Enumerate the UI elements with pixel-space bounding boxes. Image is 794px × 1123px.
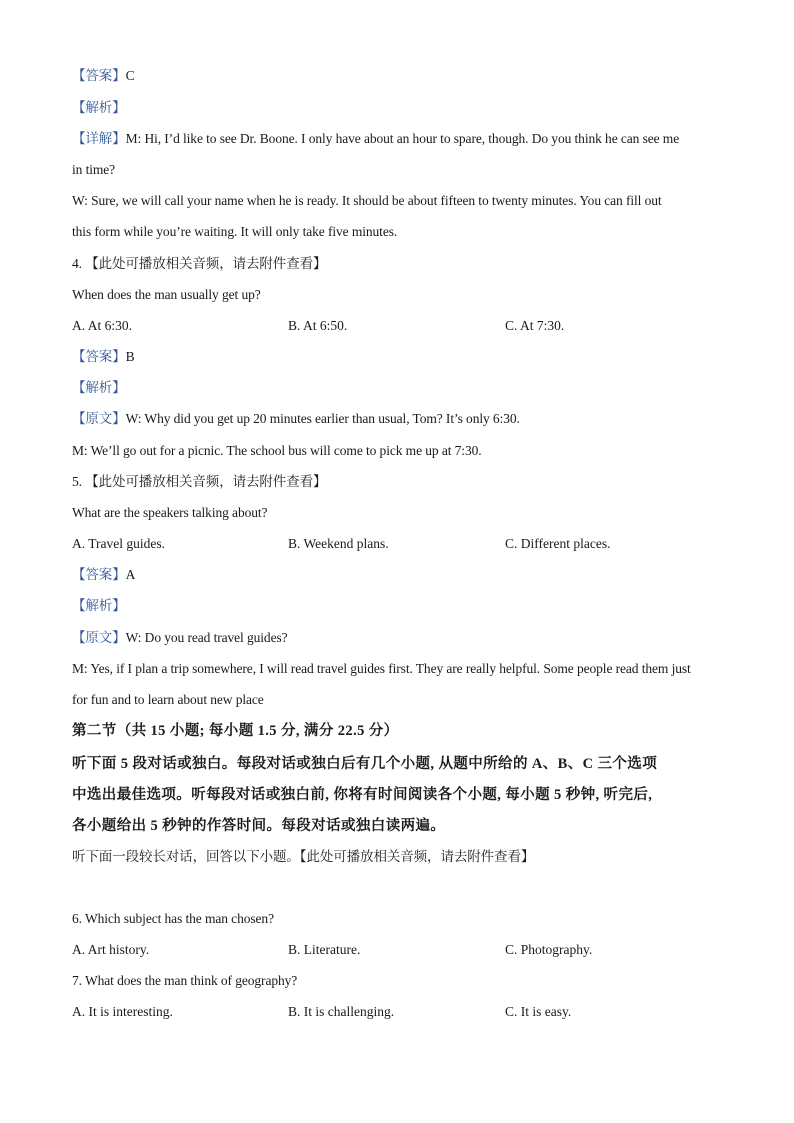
- analysis-tag: 【解析】: [72, 380, 126, 395]
- transcript-line: W: Sure, we will call your name when he is ready. It should be about fifteen to twenty minutes. You can fill out: [72, 193, 662, 208]
- option-c: C. It is easy.: [505, 1004, 572, 1019]
- section-instructions: 中选出最佳选项。听每段对话或独白前, 你将有时间阅读各个小题, 每小题 5 秒钟, 听完后,: [72, 787, 653, 803]
- transcript-line: this form while you’re waiting. It will only take five minutes.: [72, 224, 398, 239]
- transcript-line: [72, 629, 288, 647]
- answer-value: B: [125, 349, 135, 364]
- answer-tag: 【答案】: [72, 349, 126, 364]
- analysis-line: [72, 99, 126, 117]
- option-b: B. Weekend plans.: [288, 536, 389, 551]
- answer-value: A: [125, 567, 136, 582]
- option-c: C. Different places.: [505, 536, 611, 551]
- section-title: 第二节（共 15 小题; 每小题 1.5 分, 满分 22.5 分）: [72, 723, 399, 739]
- detail-tag: 【详解】: [72, 131, 126, 146]
- analysis-tag: 【解析】: [72, 100, 126, 115]
- option-c: C. Photography.: [505, 942, 593, 957]
- answer-tag: 【答案】: [72, 567, 126, 582]
- option-a: A. It is interesting.: [72, 1004, 173, 1019]
- transcript-line: M: Yes, if I plan a trip somewhere, I will read travel guides first. They are really helpful. Some people read them just: [72, 661, 691, 676]
- option-b: B. It is challenging.: [288, 1004, 395, 1019]
- transcript-line: for fun and to learn about new place: [72, 692, 264, 707]
- original-tag: 【原文】: [72, 411, 126, 426]
- transcript-text: M: Hi, I’d like to see Dr. Boone. I only have about an hour to spare, though. Do you think he can see me: [125, 131, 680, 146]
- question-header: 4. 【此处可播放相关音频，请去附件查看】: [72, 256, 327, 271]
- option-a: A. Travel guides.: [72, 536, 166, 551]
- transcript-line: [72, 410, 520, 428]
- transcript-line: [72, 130, 679, 148]
- answer-tag: 【答案】: [72, 68, 126, 83]
- answer-line: [72, 348, 135, 366]
- transcript-text: W: Do you read travel guides?: [125, 630, 288, 645]
- option-a: A. Art history.: [72, 942, 150, 957]
- section-instructions: 听下面 5 段对话或独白。每段对话或独白后有几个小题, 从题中所给的 A、B、C 三个选项: [72, 756, 658, 772]
- transcript-line: in time?: [72, 162, 116, 177]
- transcript-line: M: We’ll go out for a picnic. The school bus will come to pick me up at 7:30.: [72, 443, 482, 458]
- analysis-tag: 【解析】: [72, 598, 126, 613]
- option-a: A. At 6:30.: [72, 318, 133, 333]
- option-b: B. At 6:50.: [288, 318, 348, 333]
- answer-line: [72, 566, 135, 584]
- question-text: 7. What does the man think of geography?: [72, 973, 298, 988]
- question-text: What are the speakers talking about?: [72, 505, 268, 520]
- question-text: When does the man usually get up?: [72, 287, 261, 302]
- section-instructions: 各小题给出 5 秒钟的作答时间。每段对话或独白读两遍。: [72, 818, 446, 834]
- original-tag: 【原文】: [72, 630, 126, 645]
- dialogue-intro: 听下面一段较长对话，回答以下小题。【此处可播放相关音频，请去附件查看】: [72, 849, 535, 864]
- analysis-line: [72, 597, 126, 615]
- option-c: C. At 7:30.: [505, 318, 565, 333]
- transcript-text: W: Why did you get up 20 minutes earlier than usual, Tom? It’s only 6:30.: [125, 411, 520, 426]
- answer-line: [72, 67, 135, 85]
- analysis-line: [72, 379, 126, 397]
- question-header: 5. 【此处可播放相关音频，请去附件查看】: [72, 474, 327, 489]
- answer-value: C: [125, 68, 135, 83]
- question-text: 6. Which subject has the man chosen?: [72, 911, 274, 926]
- option-b: B. Literature.: [288, 942, 361, 957]
